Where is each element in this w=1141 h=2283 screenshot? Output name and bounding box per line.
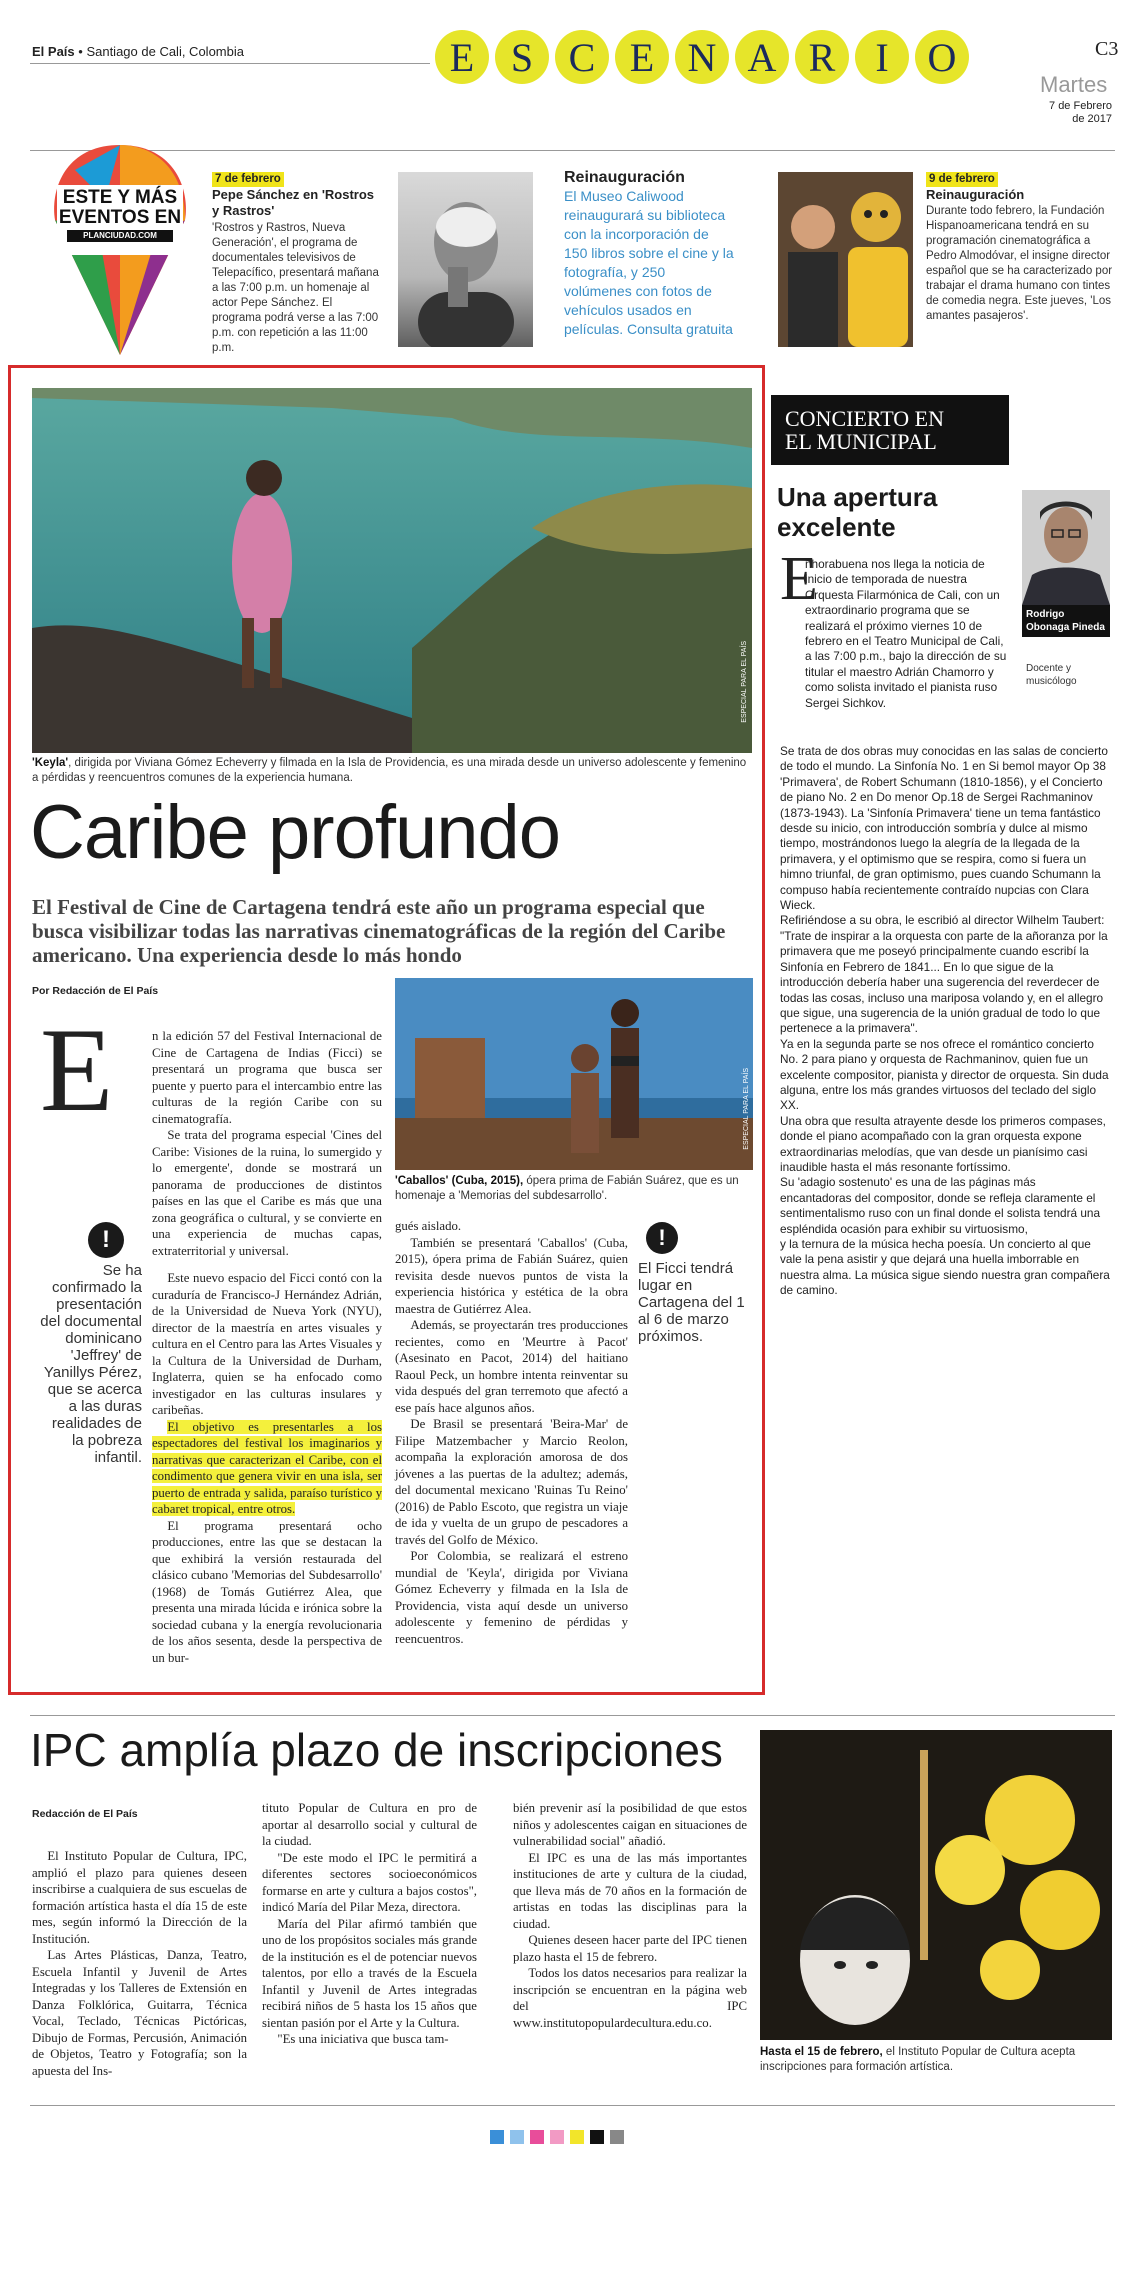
- ipc-col3: [513, 1800, 747, 2031]
- concert-p2: Se trata de dos obras muy conocidas en las salas de concierto de todo el mundo. La Sinfonía No. 1 en Si bemol mayor Op 38 'Primavera', de Robert Schumann (1810-1856), y el Concierto de piano No. 2 en Do menor Op.18 de Sergei Rachmaninov (1873-1943). La 'Sinfonía Primavera' tiene un tema fantástico desde su inicio, con introducción sombría y dulce al mismo tiempo, mostrándonos luego la alegría de la llegada de la primavera, y el optimismo que se respira, como si fuera un himno triunfal, de gran optimismo, pues cuando Schumann la compuso había recientemente contraído nupcias con Clara Wieck.: [780, 744, 1108, 913]
- event-1-body: 'Rostros y Rastros, Nueva Generación', el programa de documentales televisivos de Telepacífico, presentará mañana a las 7:00 p.m. un homenaje al actor Pepe Sánchez. El programa podrá verse a las 7:00 p.m. con repetición a las 11:00 p.m.: [212, 222, 379, 354]
- concert-p7: y la ternura de la música hecha poesía. Un concierto al que vale la pena asistir y que dejará una huella imborrable en nuestra alma. La música sigue siendo nuestra gran compañera de camino.: [780, 1237, 1110, 1298]
- main-col2-p1: También se presentará 'Caballos' (Cuba, 2015), ópera prima de Fabián Suárez, quien revisita desde nuevos puntos de vista la experiencia histórica y estética de la obra maestra de Gutiérrez Alea.: [395, 1235, 628, 1316]
- caballos-caption: [395, 1174, 753, 1204]
- concert-headline: Una apertura excelente: [777, 482, 938, 542]
- ipc-caption: [760, 2045, 1112, 2075]
- author-name: Rodrigo Obonaga Pineda: [1022, 605, 1110, 637]
- photo2-credit: ESPECIAL PARA EL PAÍS: [743, 1068, 750, 1150]
- ipc-col3-p4: Todos los datos necesarios para realizar la inscripción se encuentran en la página web del IPC www.institutopopulardecultura.edu.co.: [513, 1966, 747, 2030]
- chip-cyan: [490, 2130, 504, 2144]
- ipc-col2-p1: tituto Popular de Cultura en pro de aportar al desarrollo social y cultural de la ciudad.: [262, 1801, 477, 1848]
- concert-section-header: [771, 395, 1009, 465]
- main-p1: n la edición 57 del Festival Internacional de Cine de Cartagena de Indias (Ficci) se presentará un programa que busca ser puente y puerto para el intercambio entre las culturas de la región Caribe con su cinematografía.: [152, 1029, 382, 1126]
- masthead: El País • Santiago de Cali, Colombia: [32, 44, 244, 59]
- section-letter: E: [615, 30, 669, 84]
- year: de 2017: [1072, 113, 1112, 125]
- ipc-col3-p1: bién prevenir así la posibilidad de que estos niños y adolescentes caigan en situaciones de vulnerabilidad social" añadió.: [513, 1801, 747, 1848]
- info-icon-2: !: [646, 1222, 678, 1254]
- highlighted-passage: El objetivo es presentarles a los espectadores del festival los imaginarios y narrativas que caracterizan el Caribe, con el condimento que genera vivir en una isla, ser puerto de entrada y salida, paraíso turístico y cabaret tropical, entre otros.: [152, 1419, 382, 1516]
- main-col2-p4: Por Colombia, se realizará el estreno mundial de 'Keyla', dirigida por Viviana Gómez Echeverry y filmada en la Isla de Providencia, vista aquí desde un universo adolescente y femenino de pérdidas y reencuentros.: [395, 1549, 628, 1646]
- bottom-rule: [30, 2105, 1115, 2106]
- main-p5: El programa presentará ocho producciones, entre las que se destacan la que exhibirá la versión restaurada del clásico cubano 'Memorias del Subdesarrollo' (1968) de Tomás Gutiérrez Alea, que presenta una mirada lúcida e irónica sobre la sociedad cubana y la energía revolucionaria de los años sesenta, desde la perspectiva de un bur-: [152, 1518, 382, 1665]
- ipc-col2-p3: María del Pilar afirmó también que uno de los propósitos sociales más grande de la institución es el de potenciar nuevos talentos, por ello a través de la Escuela Infantil y Juvenil de Artes integradas recibirá niños de 5 hasta los 15 años que sientan pasión por el Arte y la Cultura.: [262, 1916, 477, 2030]
- chip-light-cyan: [510, 2130, 524, 2144]
- ipc-col3-p3: Quienes deseen hacer parte del IPC tienen plazo hasta el 15 de febrero.: [513, 1933, 747, 1964]
- ipc-byline: Redacción de El País: [32, 1808, 138, 1820]
- ipc-top-rule: [30, 1715, 1115, 1716]
- concert-p5: Una obra que resulta atrayente desde los primeros compases, donde el piano acompañado con la gran orquesta expone extraordinarias melodías, que van desde un pianísimo casi inaudible hasta el más resonante fortíssimo.: [780, 1113, 1106, 1174]
- chip-magenta: [530, 2130, 544, 2144]
- event-2-title: Reinauguración: [564, 169, 685, 186]
- chip-light-magenta: [550, 2130, 564, 2144]
- author-photo: [1022, 490, 1110, 605]
- main-col2-p0: gués aislado.: [395, 1219, 462, 1233]
- author-portrait: [1022, 490, 1110, 605]
- event-3-photo: [778, 172, 913, 347]
- concert-section-line1: CONCIERTO EN: [785, 406, 944, 431]
- main-col1-top: [152, 1028, 382, 1259]
- main-p2: Se trata del programa especial 'Cines del Caribe: Visiones de la ruina, lo sumergido y lo emergente', donde se mostrará un panorama de producciones de distintos países en las que el Caribe es más que una zona geográfica o cultural, y se convierte en una experiencia de muchas capas, extraterritorial y universal.: [152, 1128, 382, 1258]
- characters-photo: [778, 172, 913, 347]
- logo-url: PLANCIUDAD.COM: [67, 230, 173, 242]
- event-2-body: El Museo Caliwood reinaugurará su biblioteca con la incorporación de 150 libros sobre el cine y la fotografía, y 250 volúmenes con fotos de vehículos usados en películas. Consulta gratuita: [564, 188, 734, 337]
- paper-name: El País: [32, 44, 75, 59]
- concert-p4: Ya en la segunda parte se nos ofrece el romántico concierto No. 2 para piano y orquesta de Rachmaninov, quien fue un excelente compositor, pianista y director de orquesta. Sin duda alguna, entre los más grandes virtuosos del teclado del siglo XX.: [780, 1036, 1109, 1113]
- concert-body: [780, 744, 1110, 1299]
- ipc-col2: [262, 1800, 477, 2048]
- event-3: [926, 172, 1116, 324]
- section-letter: S: [495, 30, 549, 84]
- concert-section-line2: EL MUNICIPAL: [785, 429, 937, 454]
- performer-photo: [760, 1730, 1112, 2040]
- print-color-bar: [490, 2130, 626, 2146]
- main-col2-p2: Además, se proyectarán tres producciones recientes, como en 'Meurtre à Pacot' (Asesinato en Pacot, 2014) del haitiano Raoul Peck, un hombre intenta reinventar su vida después del gran terremoto que afectó a ese país hace algunos años.: [395, 1318, 628, 1415]
- keyla-caption-text: , dirigida por Viviana Gómez Echeverry y filmada en la Isla de Providencia, es una mirada desde un universo adolescente y femenino a pérdidas y reencuentros comunes de la experiencia humana.: [32, 757, 747, 784]
- byline: Por Redacción de El País: [32, 985, 159, 997]
- ipc-caption-text: el Instituto Popular de Cultura acepta inscripciones para formación artística.: [760, 2046, 1076, 2073]
- main-col2-p3: De Brasil se presentará 'Beira-Mar' de Filipe Matzembacher y Marcio Reolon, acompaña la exploración amorosa de dos jóvenes a las puertas de la adultez; además, del documental mexicano 'Ruinas Tu Reino' (2016) de Pablo Escoto, que registra un viaje de ida y vuelta de un grupo de pescadores a través del Golfo de México.: [395, 1417, 628, 1547]
- coast-photo: [32, 388, 752, 753]
- section-title: [435, 30, 969, 84]
- ipc-col3-p2: El IPC es una de las más importantes instituciones de arte y cultura de la ciudad, que lleva más de 70 años en la formación de artistas en todas las disciplinas para la ciudad.: [513, 1850, 747, 1931]
- ipc-photo: [760, 1730, 1112, 2040]
- weekday: Martes: [1040, 72, 1108, 97]
- concert-p1: nhorabuena nos llega la noticia de inicio de temporada de nuestra Orquesta Filarmónica de Cali, con un extraordinario programa que se realizará el próximo viernes 10 de febrero en el Teatro Municipal de Cali, a las 7:00 p.m., bajo la dirección de su titular el maestro Adrián Chamorro y como solista invitado el pianista ruso Sergei Sichkov.: [805, 557, 1007, 710]
- headline: Caribe profundo: [30, 790, 561, 875]
- info-icon: !: [88, 1222, 124, 1258]
- sidebar-note: Se ha confirmado la presentación del documental dominicano 'Jeffrey' de Yanillys Pérez, que se acerca a las duras realidades de la pobreza infantil.: [40, 1262, 142, 1466]
- section-letter: A: [735, 30, 789, 84]
- event-1: [212, 172, 382, 356]
- page-number: C3: [1095, 38, 1119, 60]
- section-letter: I: [855, 30, 909, 84]
- header-rule: [30, 63, 430, 64]
- ipc-col1-p1: El Instituto Popular de Cultura, IPC, amplió el plazo para quienes deseen inscribirse a cualquiera de sus escuelas de formación artística hasta el día 15 de este mes, según informó la Dirección de la Institución.: [32, 1849, 247, 1946]
- date-line: 7 de Febrero: [1049, 100, 1112, 112]
- logo-line2: EVENTOS EN: [58, 207, 182, 228]
- main-p3: Este nuevo espacio del Ficci contó con la curaduría de Francisco-J Hernández Adrián, de la Universidad de Nueva York (NYU), director de la maestría en artes visuales y cultura en el Centro para las Artes Visuales y la Cultura de la Universidad de Durham, Inglaterra, quien se ha enfocado como investigador en las culturas insulares y caribeñas.: [152, 1271, 382, 1417]
- caballos-caption-title: 'Caballos' (Cuba, 2015),: [395, 1175, 524, 1187]
- event-3-title: Reinauguración: [926, 187, 1025, 202]
- beach-photo: [395, 978, 753, 1170]
- event-3-body: Durante todo febrero, la Fundación Hispanoamericana tendrá en su programación cinematográfica a Pedro Almodóvar, el insigne director español que se ha caracterizado por trabajar el drama humano con tintes de comedia negra. Este jueves, 'Los amantes pasajeros'.: [926, 205, 1113, 322]
- ipc-headline: IPC amplía plazo de inscripciones: [30, 1724, 723, 1776]
- main-col1-bottom: [152, 1270, 382, 1666]
- section-letter: E: [435, 30, 489, 84]
- keyla-caption: [32, 756, 752, 786]
- event-2-photo: [398, 172, 533, 347]
- section-letter: N: [675, 30, 729, 84]
- ipc-col2-p4: "Es una iniciativa que busca tam-: [277, 2032, 449, 2046]
- concert-drop-cap: E: [780, 545, 818, 613]
- concert-p3: Refiriéndose a su obra, le escribió al director Wilhelm Taubert: "Trate de inspirar a la orquesta con parte de la añoranza por la primavera que me poseyó principalmente cuando escribí la Sinfonía en Febrero de 1841... En lo que sigue de la introducción debería haber una sugerencia del reverdecer de todas las cosas, incluso una mariposa volando y, en el allegro que sigue, una sugerencia de la unión gradual de todo lo que pertenece a la primavera".: [780, 913, 1108, 1036]
- caballos-photo: [395, 978, 753, 1170]
- photo-credit: ESPECIAL PARA EL PAÍS: [741, 641, 748, 723]
- caballos-caption-text: ópera prima de Fabián Suárez, que es un homenaje a 'Memorias del subdesarrollo'.: [395, 1175, 739, 1202]
- concert-p6: Su 'adagio sostenuto' es una de las páginas más encantadoras del compositor, donde se refleja claramente el sentimentalismo ruso con un final donde el solista tendrá una espléndida ocasión para exhibir su virtuosismo,: [780, 1175, 1101, 1236]
- drop-cap: E: [40, 1003, 114, 1136]
- planciudad-logo[interactable]: [45, 140, 195, 360]
- event-1-title: Pepe Sánchez en 'Rostros y Rastros': [212, 187, 375, 218]
- logo-line1: ESTE Y MÁS: [62, 187, 178, 208]
- chip-yellow: [570, 2130, 584, 2144]
- ipc-col2-p2: "De este modo el IPC le permitirá a diferentes sectores socioeconómicos formarse en arte y cultura a bajos costos", indicó María del Pilar Meza, directora.: [262, 1850, 477, 1914]
- side-note-2: El Ficci tendrá lugar en Cartagena del 1 al 6 de marzo próximos.: [638, 1260, 745, 1345]
- keyla-photo: [32, 388, 752, 753]
- ipc-caption-title: Hasta el 15 de febrero,: [760, 2046, 883, 2058]
- section-letter: R: [795, 30, 849, 84]
- author-role: Docente y musicólogo: [1026, 663, 1077, 687]
- subheadline: El Festival de Cine de Cartagena tendrá este año un programa especial que busca visibilizar todas las narrativas cinematográficas de la región del Caribe americano. Una experiencia desde lo más hondo: [32, 895, 726, 967]
- map-pin-icon: [45, 140, 195, 360]
- chip-gray: [610, 2130, 624, 2144]
- event-1-date: 7 de febrero: [212, 172, 284, 187]
- event-2: [564, 168, 734, 339]
- chip-black: [590, 2130, 604, 2144]
- ipc-col1: [32, 1848, 247, 2079]
- section-letter: O: [915, 30, 969, 84]
- location: Santiago de Cali, Colombia: [86, 44, 244, 59]
- portrait-photo: [398, 172, 533, 347]
- event-3-date: 9 de febrero: [926, 172, 998, 187]
- section-letter: C: [555, 30, 609, 84]
- keyla-caption-title: 'Keyla': [32, 757, 69, 769]
- ipc-col1-p2: Las Artes Plásticas, Danza, Teatro, Escuela Infantil y Juvenil de Artes Integradas y los Talleres de Extensión en Danza Folklórica, Guitarra, Técnica Vocal, Teclado, Técnicas Pictóricas, Dibujo de Formas, Percusión, Animación de Objetos, Teatro y Fotografía; son la apuesta del Ins-: [32, 1948, 247, 2078]
- main-col2: [395, 1218, 628, 1647]
